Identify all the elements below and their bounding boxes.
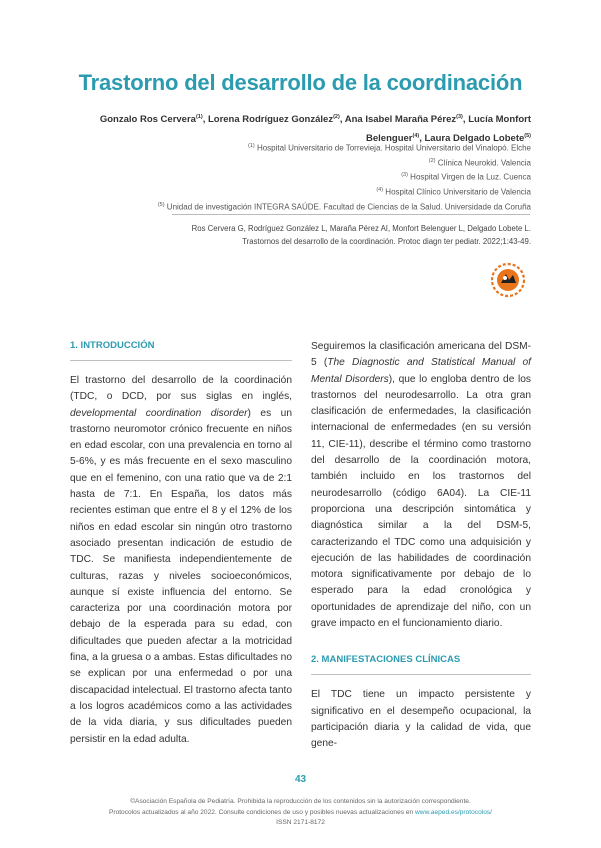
author: Laura Delgado Lobete$^{(5)}$	[424, 133, 531, 145]
section-heading-manifestaciones: 2. MANIFESTACIONES CLÍNICAS	[311, 654, 461, 666]
citation-line: Ros Cervera G, Rodríguez González L, Maraña Pérez AI, Monfort Belenguer L, Delgado Lobete L.	[191, 224, 531, 233]
affiliation: $^{(1)}$ Hospital Universitario de Torrevieja. Hospital Universitario del Vinalopó. Elche	[247, 143, 531, 153]
update-line: Protocolos actualizados al año 2022. Consulte condiciones de uso y posibles nuevas actualizaciones en www.aeped.es/protocolos/	[108, 808, 493, 816]
affiliation: $^{(4)}$ Hospital Clínico Universitario de Valencia	[376, 186, 531, 197]
intro-paragraph: El trastorno del desarrollo de la coordinación (TDC, o DCD, por sus siglas en inglés, developmental coordination disorder) es un trastorno neuromotor crónico frecuente en niños en edad escolar, con una prevalencia en torno al 5-6%, y es más frecuente en el sexo masculino que en el femenino, con una ratio que va de 2:1 hasta de 7:1. En España, los datos más recientes estiman que entre el 8 y el 12% de los niños en edad escolar sin ningún otro trastorno asociado presentan indicación de estudio de TDC. Se manifiesta independientemente de culturas, razas y niveles socioeconómicos, aunque sí existe influencia del entorno. Se caracteriza por una coordinación motora por debajo de la esperada para su edad, con dificultades que pueden afectar a la motricidad fina, a la gruesa o a ambas. Estas dificultades no se explican por una enfermedad o por una discapacidad intelectual. El trastorno afecta tanto a los logros académicos como a las actividades de la vida diaria, y sus dificultades pueden persistir en la edad adulta.	[70, 375, 292, 745]
author: Gonzalo Ros Cervera$^{(1)}$,	[99, 114, 208, 126]
issn-line: ISSN 2171-8172	[276, 819, 325, 826]
author: Ana Isabel Maraña Pérez$^{(3)}$,	[344, 114, 469, 126]
protocols-link[interactable]: www.aeped.es/protocolos/	[415, 808, 493, 816]
affiliation: $^{(2)}$ Clínica Neurokid. Valencia	[428, 157, 531, 168]
section-divider	[70, 360, 292, 361]
copyright-line: ©Asociación Española de Pediatría. Prohibida la reproducción de los contenidos sin la autorización correspondiente.	[130, 798, 471, 805]
affiliation-list	[61, 140, 531, 213]
footer	[0, 797, 601, 829]
citation-line: Trastornos del desarrollo de la coordinación. Protoc diagn ter pediatr. 2022;1:43-49.	[242, 237, 531, 246]
header-divider	[172, 214, 530, 215]
page-number: 43	[294, 774, 307, 785]
article-title: Trastorno del desarrollo de la coordinación	[78, 70, 523, 95]
affiliation: $^{(5)}$ Unidad de investigación INTEGRA SAÚDE. Facultad de Ciencias de la Salud. Universidade da Coruña	[157, 201, 531, 212]
affiliation: $^{(3)}$ Hospital Virgen de la Luz. Cuenca	[401, 172, 531, 182]
left-column	[70, 336, 292, 748]
section-heading-introduccion: 1. INTRODUCCIÓN	[70, 340, 155, 351]
author: Lorena Rodríguez González$^{(2)}$,	[207, 114, 345, 126]
aep-logo-icon	[490, 262, 526, 298]
section-divider	[311, 674, 531, 675]
manifestaciones-paragraph: El TDC tiene un impacto persistente y significativo en el desempeño ocupacional, la participación diaria y la calidad de vida, que gene-	[311, 689, 531, 750]
dsm-paragraph: Seguiremos la clasificación americana del DSM-5 (The Diagnostic and Statistical Manual of Mental Disorders), que lo engloba dentro de los trastornos del neurodesarrollo. La otra gran clasificación de enfermedades, la clasificación internacional de enfermedades (en su versión 11, CIE-11), describe el término como trastorno del desarrollo de la coordinación motora, también incluido en los trastornos del neurodesarrollo (código 6A04). La CIE-11 proporciona una descripción sintomática y diagnóstica similar a la del DSM-5, caracterizando el TDC como una adquisición y ejecución de las habilidades de coordinación motora significativamente por debajo de lo esperado para la edad cronológica y oportunidades de aprendizaje del niño, con un grave impacto en el funcionamiento diario.	[311, 341, 531, 630]
author: Lucía Monfort Belenguer$^{(4)}$,	[366, 114, 531, 145]
citation-block	[171, 222, 531, 248]
right-column	[311, 339, 531, 753]
